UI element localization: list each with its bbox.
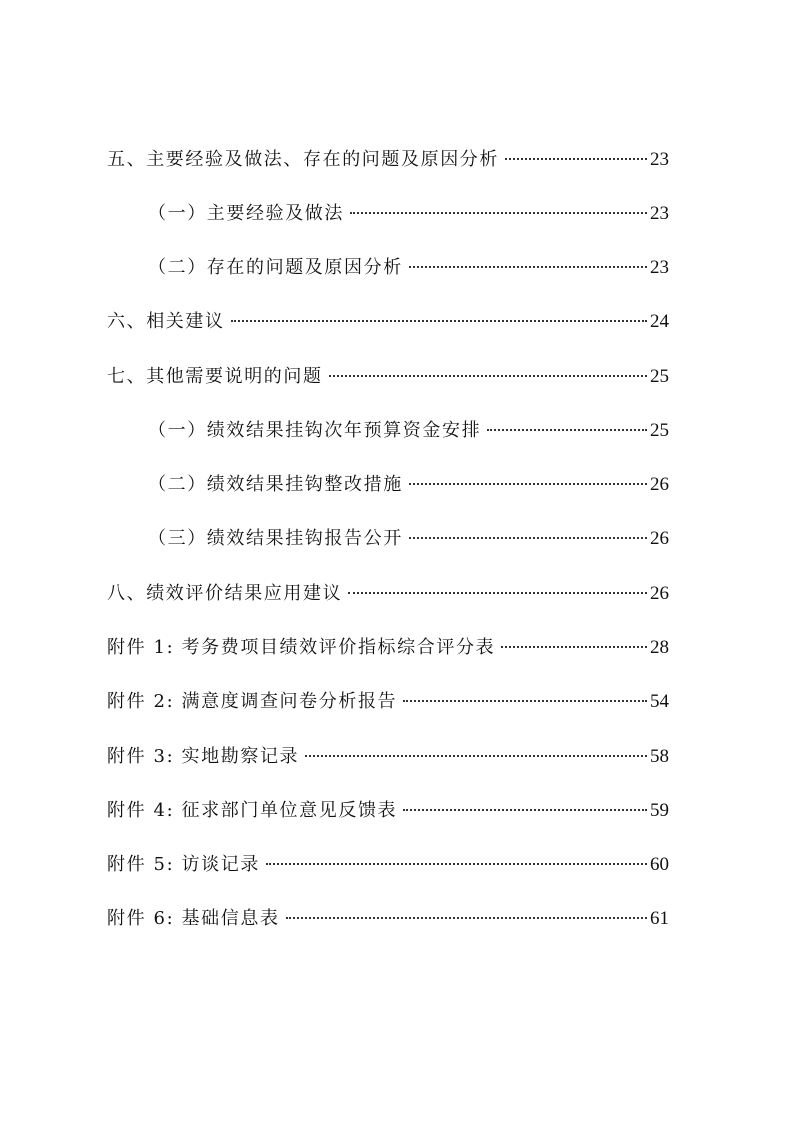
toc-entry-appendix-5[interactable] [107,850,669,880]
toc-page-number: 23 [650,149,669,170]
toc-entry-title: 附件 5: 访谈记录 [107,854,260,875]
toc-page-number: 26 [650,528,669,549]
toc-dot-leader [501,646,647,648]
toc-entry-appendix-1[interactable] [107,633,669,663]
toc-page-number: 28 [650,637,669,658]
toc-dot-leader [329,375,647,377]
toc-dot-leader [350,212,647,214]
toc-page-number: 26 [650,474,669,495]
toc-dot-leader [348,592,647,594]
toc-dot-leader [305,755,647,757]
toc-page-number: 61 [650,908,669,929]
toc-entry-title: （一）绩效结果挂钩次年预算资金安排 [148,420,482,441]
toc-page-number: 54 [650,691,669,712]
toc-entry-section-7[interactable] [107,362,669,392]
toc-page-number: 23 [650,257,669,278]
toc-entry-section-5-1[interactable] [148,199,669,229]
toc-page-number: 24 [650,311,669,332]
toc-entry-title: 附件 1: 考务费项目绩效评价指标综合评分表 [107,637,496,658]
toc-page-number: 25 [650,420,669,441]
toc-page-number: 25 [650,366,669,387]
toc-page-number: 26 [650,583,669,604]
toc-dot-leader [231,320,647,322]
toc-page-number: 23 [650,203,669,224]
toc-entry-appendix-2[interactable] [107,687,669,717]
toc-entry-title: （一）主要经验及做法 [148,203,344,224]
toc-dot-leader [409,483,647,485]
toc-dot-leader [409,266,647,268]
toc-entry-title: 六、相关建议 [107,311,225,332]
toc-entry-section-7-1[interactable] [148,416,669,446]
toc-entry-section-7-2[interactable] [148,470,669,500]
toc-entry-title: 附件 2: 满意度调查问卷分析报告 [107,691,398,712]
toc-entry-section-5[interactable] [107,145,669,175]
toc-entry-section-7-3[interactable] [148,524,669,554]
toc-entry-section-5-2[interactable] [148,253,669,283]
toc-dot-leader [403,809,647,811]
toc-entry-title: （二）存在的问题及原因分析 [148,257,403,278]
toc-entry-appendix-3[interactable] [107,742,669,772]
toc-page-number: 59 [650,800,669,821]
toc-page-number: 58 [650,746,669,767]
toc-entry-appendix-4[interactable] [107,796,669,826]
toc-entry-title: 八、绩效评价结果应用建议 [107,583,343,604]
toc-entry-title: 七、其他需要说明的问题 [107,366,323,387]
toc-page-number: 60 [650,854,669,875]
toc-dot-leader [266,863,647,865]
toc-dot-leader [409,537,647,539]
toc-entry-title: （三）绩效结果挂钩报告公开 [148,528,403,549]
toc-dot-leader [487,429,647,431]
toc-entry-title: 附件 6: 基础信息表 [107,908,280,929]
toc-entry-section-6[interactable] [107,307,669,337]
toc-entry-appendix-6[interactable] [107,904,669,934]
toc-dot-leader [403,700,647,702]
toc-entry-title: （二）绩效结果挂钩整改措施 [148,474,403,495]
toc-dot-leader [286,917,647,919]
toc-entry-title: 五、主要经验及做法、存在的问题及原因分析 [107,149,499,170]
toc-entry-title: 附件 3: 实地勘察记录 [107,746,300,767]
toc-entry-section-8[interactable] [107,579,669,609]
toc-entry-title: 附件 4: 征求部门单位意见反馈表 [107,800,398,821]
toc-dot-leader [505,158,647,160]
